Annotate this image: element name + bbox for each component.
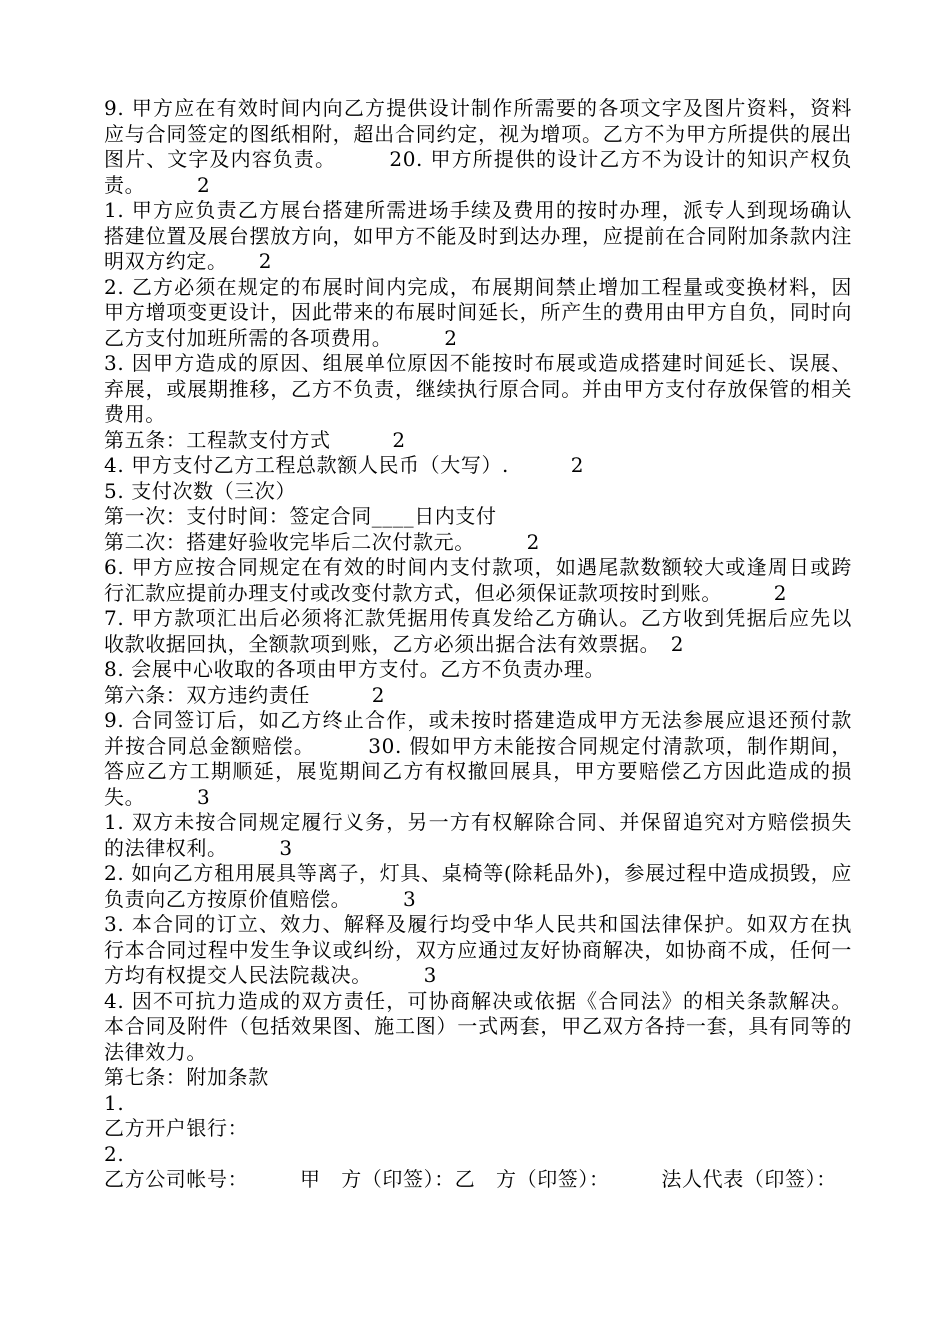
- paragraph-item-4-force-majeure: 4. 因不可抗力造成的双方责任，可协商解决或依据《合同法》的相关条款解决。本合同及附件（包括效果图、施工图）一式两套，甲乙双方各持一套，具有同等的法律效力。: [104, 988, 852, 1064]
- paragraph-item-1-rescission: 1. 双方未按合同规定履行义务，另一方有权解除合同、并保留追究对方赔偿损失的法律权利。 3: [104, 810, 852, 860]
- document-body: [104, 96, 852, 1193]
- paragraph-item-4-total-amount: 4. 甲方支付乙方工程总款额人民币（大写）. 2: [104, 453, 585, 477]
- paragraph-item-9-design-materials: 9. 甲方应在有效时间内向乙方提供设计制作所需要的各项文字及图片资料，资料应与合同签定的图纸相附，超出合同约定，视为增项。乙方不为甲方所提供的展出图片、文字及内容负责。 20. 甲方所提供的设计乙方不为设计的知识产权负责。 2: [104, 96, 852, 197]
- paragraph-item-2-number: 2.: [104, 1141, 125, 1166]
- section-heading-article-5: 第五条：工程款支付方式 2: [104, 427, 406, 452]
- paragraph-second-payment: 第二次：搭建好验收完毕后二次付款元。 2: [104, 529, 540, 554]
- paragraph-item-6-payment-deadline: 6. 甲方应按合同规定在有效的时间内支付款项，如遇尾款数额较大或逢周日或跨行汇款应提前办理支付或改变付款方式，但必须保证款项按时到账。 2: [104, 555, 852, 605]
- paragraph-item-1-number: 1.: [104, 1090, 125, 1115]
- paragraph-item-2-setup-time: 2. 乙方必须在规定的布展时间内完成，布展期间禁止增加工程量或变换材料，因甲方增项变更设计，因此带来的布展时间延长，所产生的费用由甲方自负，同时向乙方支付加班所需的各项费用。 2: [104, 274, 852, 350]
- section-heading-article-6: 第六条：双方违约责任 2: [104, 682, 386, 707]
- paragraph-item-2-equipment-damage: 2. 如向乙方租用展具等离子，灯具、桌椅等(除耗品外)，参展过程中造成损毁，应负责向乙方按原价值赔偿。 3: [104, 861, 852, 911]
- paragraph-first-payment: 第一次：支付时间：签定合同____日内支付: [104, 504, 497, 528]
- paragraph-item-5-payment-count: 5. 支付次数（三次）: [104, 478, 297, 503]
- paragraph-item-8-center-fees: 8. 会展中心收取的各项由甲方支付。乙方不负责办理。: [104, 657, 606, 681]
- paragraph-bank-label: 乙方开户银行：: [104, 1116, 249, 1140]
- paragraph-signature-line: 乙方公司帐号： 甲 方（印签）：乙 方（印签）： 法人代表（印签）：: [104, 1167, 837, 1191]
- paragraph-item-7-remittance-voucher: 7. 甲方款项汇出后必须将汇款凭据用传真发给乙方确认。乙方收到凭据后应先以收款收据回执，全额款项到账，乙方必须出据合法有效票据。 2: [104, 606, 852, 656]
- paragraph-item-9-termination: 9. 合同签订后，如乙方终止合作，或未按时搭建造成甲方无法参展应退还预付款并按合同总金额赔偿。 30. 假如甲方未能按合同规定付清款项，制作期间，答应乙方工期顺延，展览期间乙方有权撤回展具，甲方要赔偿乙方因此造成的损失。 3: [104, 708, 852, 809]
- paragraph-item-3-governing-law: 3. 本合同的订立、效力、解释及履行均受中华人民共和国法律保护。如双方在执行本合同过程中发生争议或纠纷，双方应通过友好协商解决，如协商不成，任何一方均有权提交人民法院裁决。 3: [104, 912, 852, 987]
- paragraph-item-1-entry-procedures: 1. 甲方应负责乙方展台搭建所需进场手续及费用的按时办理，派专人到现场确认搭建位置及展台摆放方向，如甲方不能及时到达办理，应提前在合同附加条款内注明双方约定。 2: [104, 198, 852, 273]
- paragraph-item-3-delay-liability: 3. 因甲方造成的原因、组展单位原因不能按时布展或造成搭建时间延长、误展、弃展，或展期推移，乙方不负责，继续执行原合同。并由甲方支付存放保管的相关费用。: [104, 351, 852, 426]
- section-heading-article-7: 第七条：附加条款: [104, 1065, 269, 1089]
